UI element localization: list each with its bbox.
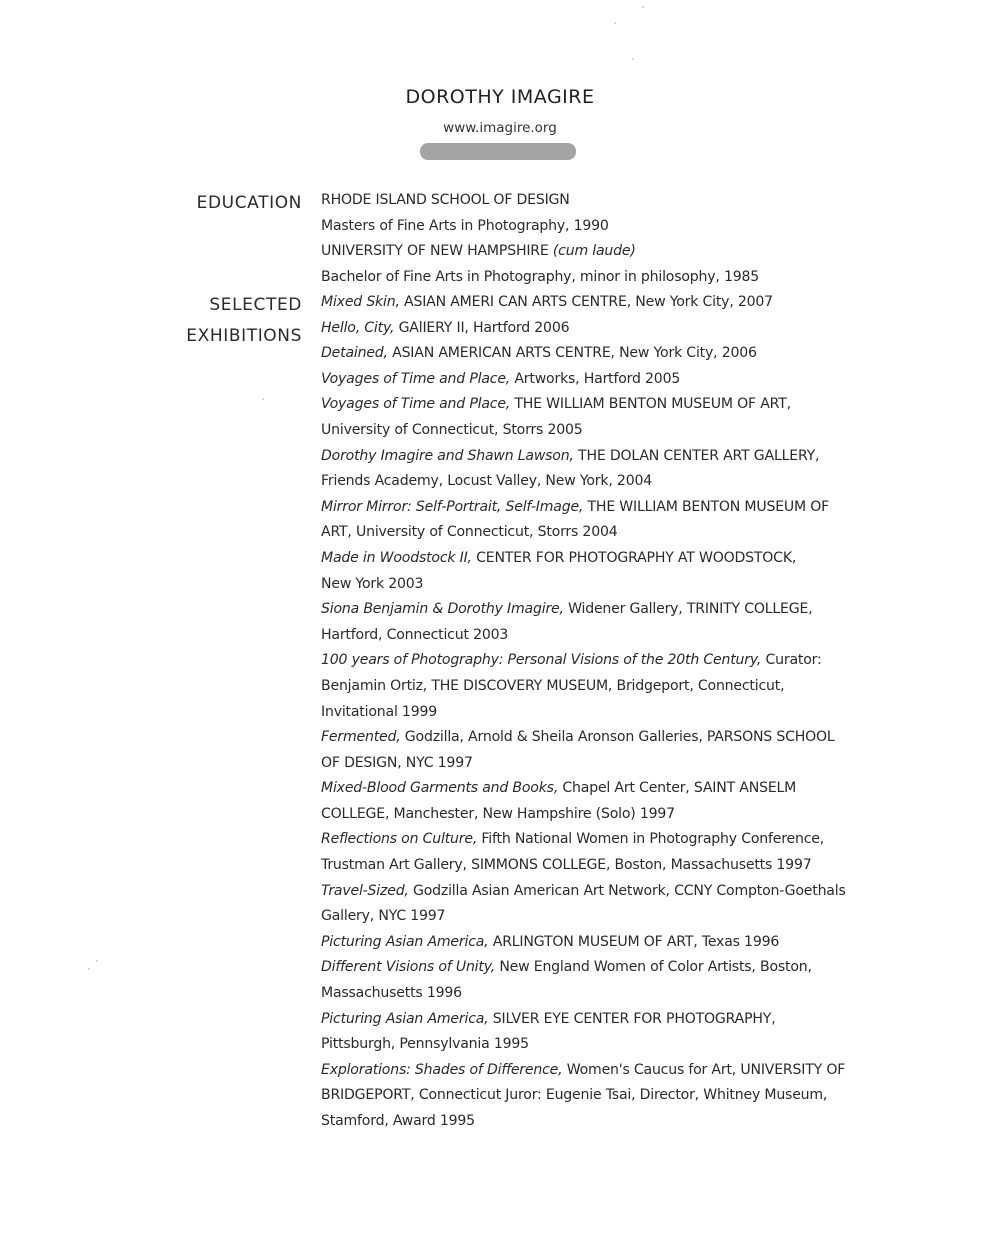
entry-text: SILVER EYE CENTER FOR PHOTOGRAPHY, — [488, 1010, 776, 1027]
entry-title: Picturing Asian America, — [321, 933, 489, 950]
website-link[interactable]: www.imagire.org — [443, 120, 557, 136]
entry-title: 100 years of Photography: Personal Visions of the 20th Century, — [321, 652, 762, 669]
entry-text: Godzilla, Arnold & Sheila Aronson Galleries, PARSONS SCHOOL — [400, 729, 835, 746]
entry-text: Masters of Fine Arts in Photography, 1990 — [321, 217, 609, 234]
entry-line — [321, 214, 961, 240]
entry-text: Gallery, NYC 1997 — [321, 908, 446, 925]
entry-text: Friends Academy, Locust Valley, New York, 2004 — [321, 473, 652, 490]
entry-text: THE WILLIAM BENTON MUSEUM OF ART, — [510, 396, 791, 413]
entry-title: Reflections on Culture, — [321, 831, 478, 848]
entry-text: Fifth National Women in Photography Conference, — [477, 831, 825, 848]
entry-line — [321, 930, 961, 956]
scan-speck — [614, 22, 616, 24]
entry-text: Artworks, Hartford 2005 — [510, 370, 681, 387]
entry-title: Siona Benjamin & Dorothy Imagire, — [321, 601, 564, 618]
entry-line — [321, 265, 961, 291]
entry-text: GAlIERY II, Hartford 2006 — [394, 319, 570, 336]
exhibitions-label-line2: EXHIBITIONS — [186, 326, 302, 346]
entry-text: University of Connecticut, Storrs 2005 — [321, 421, 583, 438]
entry-line — [321, 341, 961, 367]
scan-speck — [642, 6, 644, 8]
scan-speck — [96, 960, 98, 962]
entry-title: Travel-Sized, — [321, 882, 409, 899]
entry-text: Massachusetts 1996 — [321, 985, 462, 1002]
entry-line — [321, 700, 961, 726]
entry-line — [321, 623, 961, 649]
entry-line — [321, 239, 961, 265]
entry-text: RHODE ISLAND SCHOOL OF DESIGN — [321, 192, 570, 208]
entry-line — [321, 1109, 961, 1135]
entry-title: Voyages of Time and Place, — [321, 396, 511, 413]
entry-line — [321, 955, 961, 981]
entry-line — [321, 418, 961, 444]
scan-speck — [262, 398, 264, 400]
entry-line — [321, 290, 961, 316]
entry-text: New England Women of Color Artists, Boston, — [495, 959, 812, 976]
entry-title: Made in Woodstock II, — [321, 549, 472, 566]
entry-text: Invitational 1999 — [321, 703, 438, 720]
entry-title: Explorations: Shades of Difference, — [321, 1061, 563, 1078]
entry-line — [321, 188, 961, 214]
entry-line — [321, 495, 961, 521]
entry-title: Voyages of Time and Place, — [321, 370, 511, 387]
entry-text: ASIAN AMERI CAN ARTS CENTRE, New York City, 2007 — [399, 294, 773, 310]
entry-title: Detained, — [321, 345, 388, 362]
entry-line — [321, 981, 961, 1007]
entry-title: Dorothy Imagire and Shawn Lawson, — [321, 447, 574, 464]
entry-title: Different Visions of Unity, — [321, 959, 496, 976]
entry-text: UNIVERSITY OF NEW HAMPSHIRE — [321, 243, 553, 260]
entry-text: Godzilla Asian American Art Network, CCNY Compton-Goethals — [408, 882, 846, 899]
entry-line — [321, 827, 961, 853]
entry-text: COLLEGE, Manchester, New Hampshire (Solo) 1997 — [321, 805, 675, 822]
entry-text: Pittsburgh, Pennsylvania 1995 — [321, 1036, 529, 1053]
entry-line — [321, 572, 961, 598]
entry-text: Widener Gallery, TRINITY COLLEGE, — [563, 601, 813, 618]
entry-line — [321, 520, 961, 546]
entry-line — [321, 1083, 961, 1109]
entry-line — [321, 1032, 961, 1058]
exhibition-entries — [321, 290, 961, 1135]
entry-title: Mixed Skin, — [321, 294, 400, 310]
entry-line — [321, 802, 961, 828]
entry-text: ARLINGTON MUSEUM OF ART, Texas 1996 — [488, 933, 780, 950]
entry-text: Stamford, Award 1995 — [321, 1113, 475, 1129]
entry-text: CENTER FOR PHOTOGRAPHY AT WOODSTOCK, — [471, 549, 797, 566]
entry-title: (cum laude) — [552, 243, 636, 260]
entry-line — [321, 648, 961, 674]
entry-line — [321, 367, 961, 393]
entry-title: Mixed-Blood Garments and Books, — [321, 780, 559, 797]
entry-line — [321, 879, 961, 905]
education-label-text: EDUCATION — [196, 193, 302, 213]
entry-text: ART, University of Connecticut, Storrs 2004 — [321, 524, 618, 541]
entry-line — [321, 469, 961, 495]
entry-text: Bachelor of Fine Arts in Photography, minor in philosophy, 1985 — [321, 268, 760, 285]
entry-text: ASIAN AMERICAN ARTS CENTRE, New York City, 2006 — [387, 345, 757, 362]
entry-line — [321, 546, 961, 572]
entry-text: New York 2003 — [321, 575, 424, 592]
exhibitions-section-label — [186, 290, 302, 352]
entry-line — [321, 904, 961, 930]
scan-speck — [632, 58, 634, 60]
entry-line — [321, 392, 961, 418]
entry-title: Mirror Mirror: Self-Portrait, Self-Image, — [321, 498, 584, 515]
entry-title: Picturing Asian America, — [321, 1010, 489, 1027]
entry-text: OF DESIGN, NYC 1997 — [321, 754, 473, 771]
education-section-label — [197, 188, 302, 219]
entry-line — [321, 674, 961, 700]
entry-line — [321, 1058, 961, 1084]
entry-text: Trustman Art Gallery, SIMMONS COLLEGE, Boston, Massachusetts 1997 — [321, 857, 812, 874]
entry-text: BRIDGEPORT, Connecticut Juror: Eugenie Tsai, Director, Whitney Museum, — [321, 1087, 828, 1104]
entry-line — [321, 853, 961, 879]
entry-text: THE WILLIAM BENTON MUSEUM OF — [583, 498, 830, 515]
entry-line — [321, 444, 961, 470]
entry-title: Fermented, — [321, 729, 401, 746]
entry-line — [321, 597, 961, 623]
entry-text: Chapel Art Center, SAINT ANSELM — [558, 780, 797, 797]
entry-text: THE DOLAN CENTER ART GALLERY, — [573, 447, 820, 464]
entry-text: Women's Caucus for Art, UNIVERSITY OF — [562, 1061, 846, 1078]
entry-line — [321, 1007, 961, 1033]
scan-speck — [88, 968, 90, 970]
entry-line — [321, 751, 961, 777]
entry-title: Hello, City, — [321, 319, 395, 336]
redacted-contact-bar — [420, 143, 576, 160]
entry-line — [321, 316, 961, 342]
exhibitions-label-line1: SELECTED — [209, 295, 302, 315]
resume-name-heading: DOROTHY IMAGIRE — [405, 86, 595, 108]
entry-text: Curator: — [761, 652, 822, 669]
entry-text: Benjamin Ortiz, THE DISCOVERY MUSEUM, Bridgeport, Connecticut, — [321, 677, 785, 694]
entry-line — [321, 776, 961, 802]
education-entries — [321, 188, 961, 290]
entry-line — [321, 725, 961, 751]
entry-text: Hartford, Connecticut 2003 — [321, 626, 509, 643]
